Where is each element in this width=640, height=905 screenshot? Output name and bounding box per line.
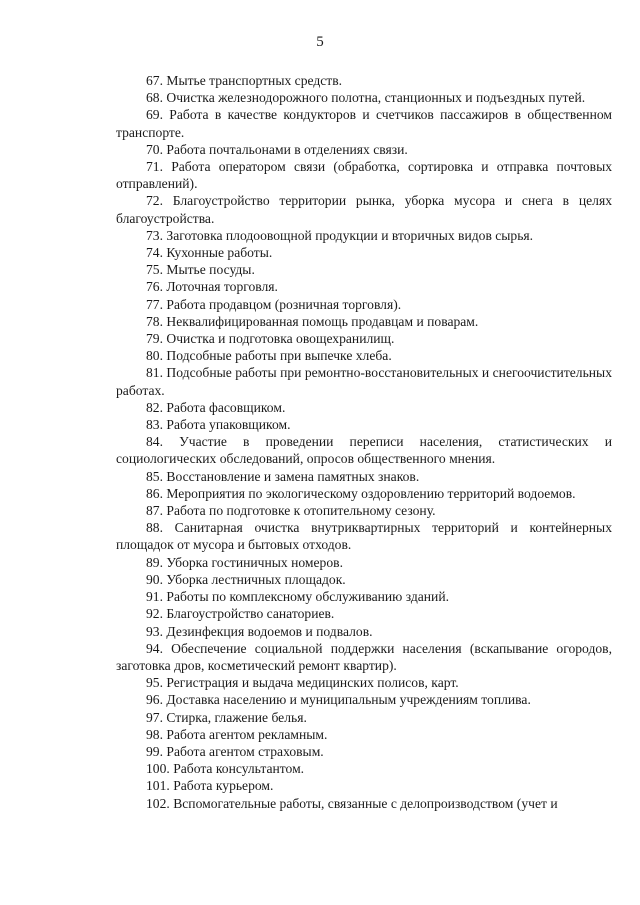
list-item: 81. Подсобные работы при ремонтно-восстановительных и снегоочистительных работах.	[116, 365, 612, 398]
list-item: 70. Работа почтальонами в отделениях связи.	[146, 141, 408, 157]
list-item: 94. Обеспечение социальной поддержки населения (вскапывание огородов, заготовка дров, косметический ремонт квартир).	[116, 640, 612, 673]
list-item: 97. Стирка, глажение белья.	[146, 709, 307, 725]
list-item: 74. Кухонные работы.	[146, 245, 273, 261]
list-item: 72. Благоустройство территории рынка, уборка мусора и снега в целях благоустройства.	[116, 193, 612, 226]
list-item: 99. Работа агентом страховым.	[146, 743, 324, 759]
list-item: 77. Работа продавцом (розничная торговля).	[146, 296, 402, 312]
list-item: 89. Уборка гостиничных номеров.	[146, 554, 343, 570]
list-item: 79. Очистка и подготовка овощехранилищ.	[146, 331, 395, 347]
list-item: 80. Подсобные работы при выпечке хлеба.	[146, 348, 392, 364]
list-item: 86. Мероприятия по экологическому оздоровлению территорий водоемов.	[146, 485, 576, 501]
list-item: 92. Благоустройство санаториев.	[146, 606, 335, 622]
list-item: 75. Мытье посуды.	[146, 262, 255, 278]
list-item: 85. Восстановление и замена памятных знаков.	[146, 468, 420, 484]
list-item: 96. Доставка населению и муниципальным учреждениям топлива.	[146, 692, 531, 708]
list-item: 102. Вспомогательные работы, связанные с делопроизводством (учет и	[146, 795, 558, 811]
list-item: 101. Работа курьером.	[146, 778, 274, 794]
list-item: 98. Работа агентом рекламным.	[146, 726, 328, 742]
list-item: 87. Работа по подготовке к отопительному сезону.	[146, 503, 436, 519]
document-body	[116, 72, 612, 812]
list-item: 90. Уборка лестничных площадок.	[146, 571, 346, 587]
list-item: 68. Очистка железнодорожного полотна, станционных и подъездных путей.	[146, 90, 586, 106]
list-item: 91. Работы по комплексному обслуживанию зданий.	[146, 589, 450, 605]
list-item: 82. Работа фасовщиком.	[146, 399, 286, 415]
list-item: 78. Неквалифицированная помощь продавцам и поварам.	[146, 313, 479, 329]
list-item: 69. Работа в качестве кондукторов и счетчиков пассажиров в общественном транспорте.	[116, 107, 612, 140]
list-item: 95. Регистрация и выдача медицинских полисов, карт.	[146, 675, 459, 691]
list-item: 83. Работа упаковщиком.	[146, 417, 291, 433]
list-item: 71. Работа оператором связи (обработка, сортировка и отправка почтовых отправлений).	[116, 159, 612, 192]
list-item: 88. Санитарная очистка внутриквартирных территорий и контейнерных площадок от мусора и бытовых отходов.	[116, 520, 612, 553]
list-item: 100. Работа консультантом.	[146, 761, 305, 777]
list-item: 76. Лоточная торговля.	[146, 279, 278, 295]
list-item: 93. Дезинфекция водоемов и подвалов.	[146, 623, 373, 639]
list-item: 67. Мытье транспортных средств.	[146, 73, 343, 88]
list-item: 84. Участие в проведении переписи населения, статистических и социологических обследований, опросов общественного мнения.	[116, 434, 612, 467]
page-number: 5	[316, 34, 324, 50]
list-item: 73. Заготовка плодоовощной продукции и вторичных видов сырья.	[146, 227, 534, 243]
